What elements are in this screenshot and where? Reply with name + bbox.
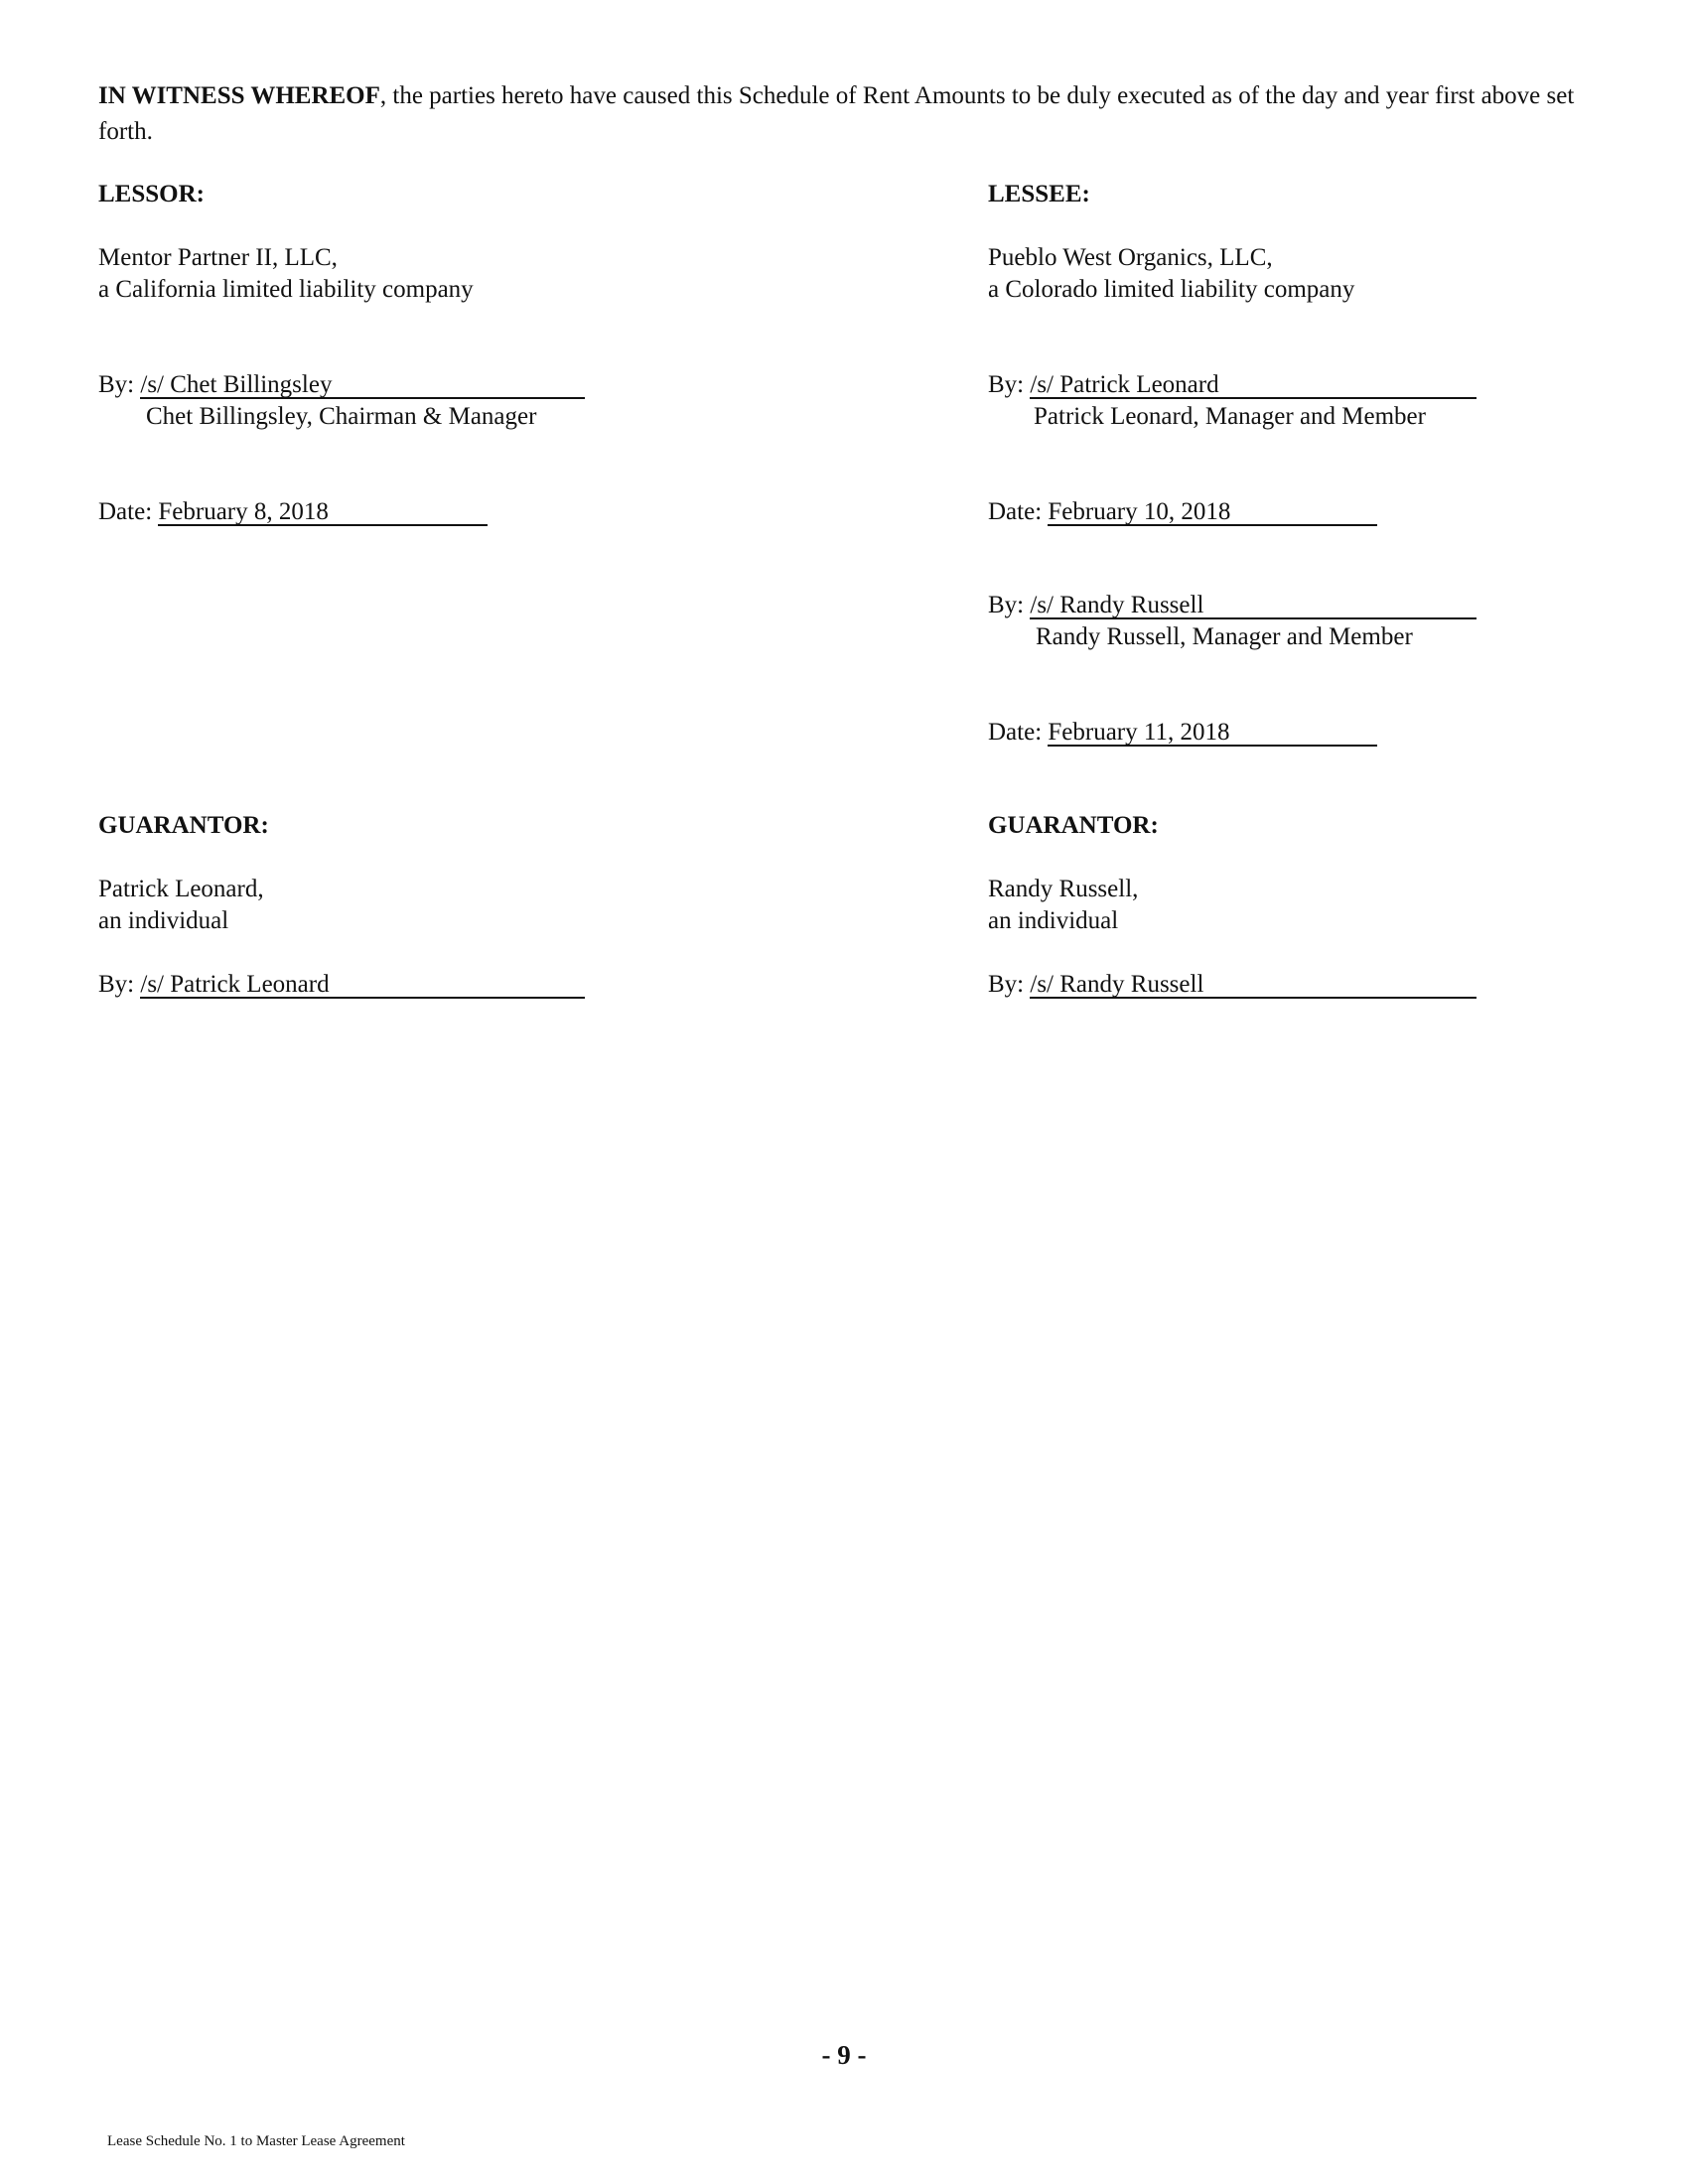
lessee-company: Pueblo West Organics, LLC, [988, 244, 1273, 271]
witness-lead: IN WITNESS WHEREOF [98, 82, 380, 109]
guarantor-signature-line-2 [988, 969, 1477, 1002]
lessee-date-2: February 11, 2018 [1048, 721, 1377, 747]
lessor-by-label: By: [98, 371, 135, 398]
lessee-signature-2: /s/ Randy Russell [1030, 594, 1477, 619]
lessor-date-line [98, 496, 488, 529]
lessor-signer: Chet Billingsley, Chairman & Manager [146, 403, 537, 430]
lessee-date-label-1: Date: [988, 498, 1043, 525]
lessee-date-1: February 10, 2018 [1048, 500, 1377, 526]
lessee-heading: LESSEE: [988, 181, 1090, 207]
lessee-company-type: a Colorado limited liability company [988, 276, 1355, 303]
guarantor-heading-2: GUARANTOR: [988, 812, 1159, 839]
guarantor-name-1: Patrick Leonard, [98, 876, 264, 902]
guarantor-signature-2: /s/ Randy Russell [1030, 973, 1477, 999]
lessor-company: Mentor Partner II, LLC, [98, 244, 338, 271]
guarantor-name-2: Randy Russell, [988, 876, 1139, 902]
guarantor-by-label-2: By: [988, 971, 1025, 998]
lessor-signature-line [98, 369, 585, 402]
lessor-date: February 8, 2018 [158, 500, 488, 526]
guarantor-signature-line-1 [98, 969, 585, 1002]
witness-paragraph [98, 78, 1598, 150]
lessor-company-type: a California limited liability company [98, 276, 474, 303]
witness-text: , the parties hereto have caused this Schedule of Rent Amounts to be duly executed as of the day and year first above set forth. [98, 82, 1575, 145]
lessor-heading: LESSOR: [98, 181, 205, 207]
guarantor-type-2: an individual [988, 907, 1119, 934]
guarantor-heading-1: GUARANTOR: [98, 812, 269, 839]
lessee-by-label-2: By: [988, 592, 1025, 618]
lessee-date-label-2: Date: [988, 719, 1043, 746]
lessee-signature-line-2 [988, 590, 1477, 622]
lessee-signer-1: Patrick Leonard, Manager and Member [1034, 403, 1426, 430]
page-number: - 9 - [821, 2040, 867, 2070]
lessor-date-label: Date: [98, 498, 153, 525]
lessee-signer-2: Randy Russell, Manager and Member [1036, 623, 1413, 650]
lessee-by-label-1: By: [988, 371, 1025, 398]
lessee-signature-line-1 [988, 369, 1477, 402]
guarantor-by-label-1: By: [98, 971, 135, 998]
lessee-date-line-2 [988, 717, 1377, 750]
guarantor-signature-1: /s/ Patrick Leonard [140, 973, 585, 999]
lessor-signature: /s/ Chet Billingsley [140, 373, 585, 399]
guarantor-type-1: an individual [98, 907, 229, 934]
lessee-signature-1: /s/ Patrick Leonard [1030, 373, 1477, 399]
page-footer: Lease Schedule No. 1 to Master Lease Agreement [107, 2133, 405, 2149]
lessee-date-line-1 [988, 496, 1377, 529]
